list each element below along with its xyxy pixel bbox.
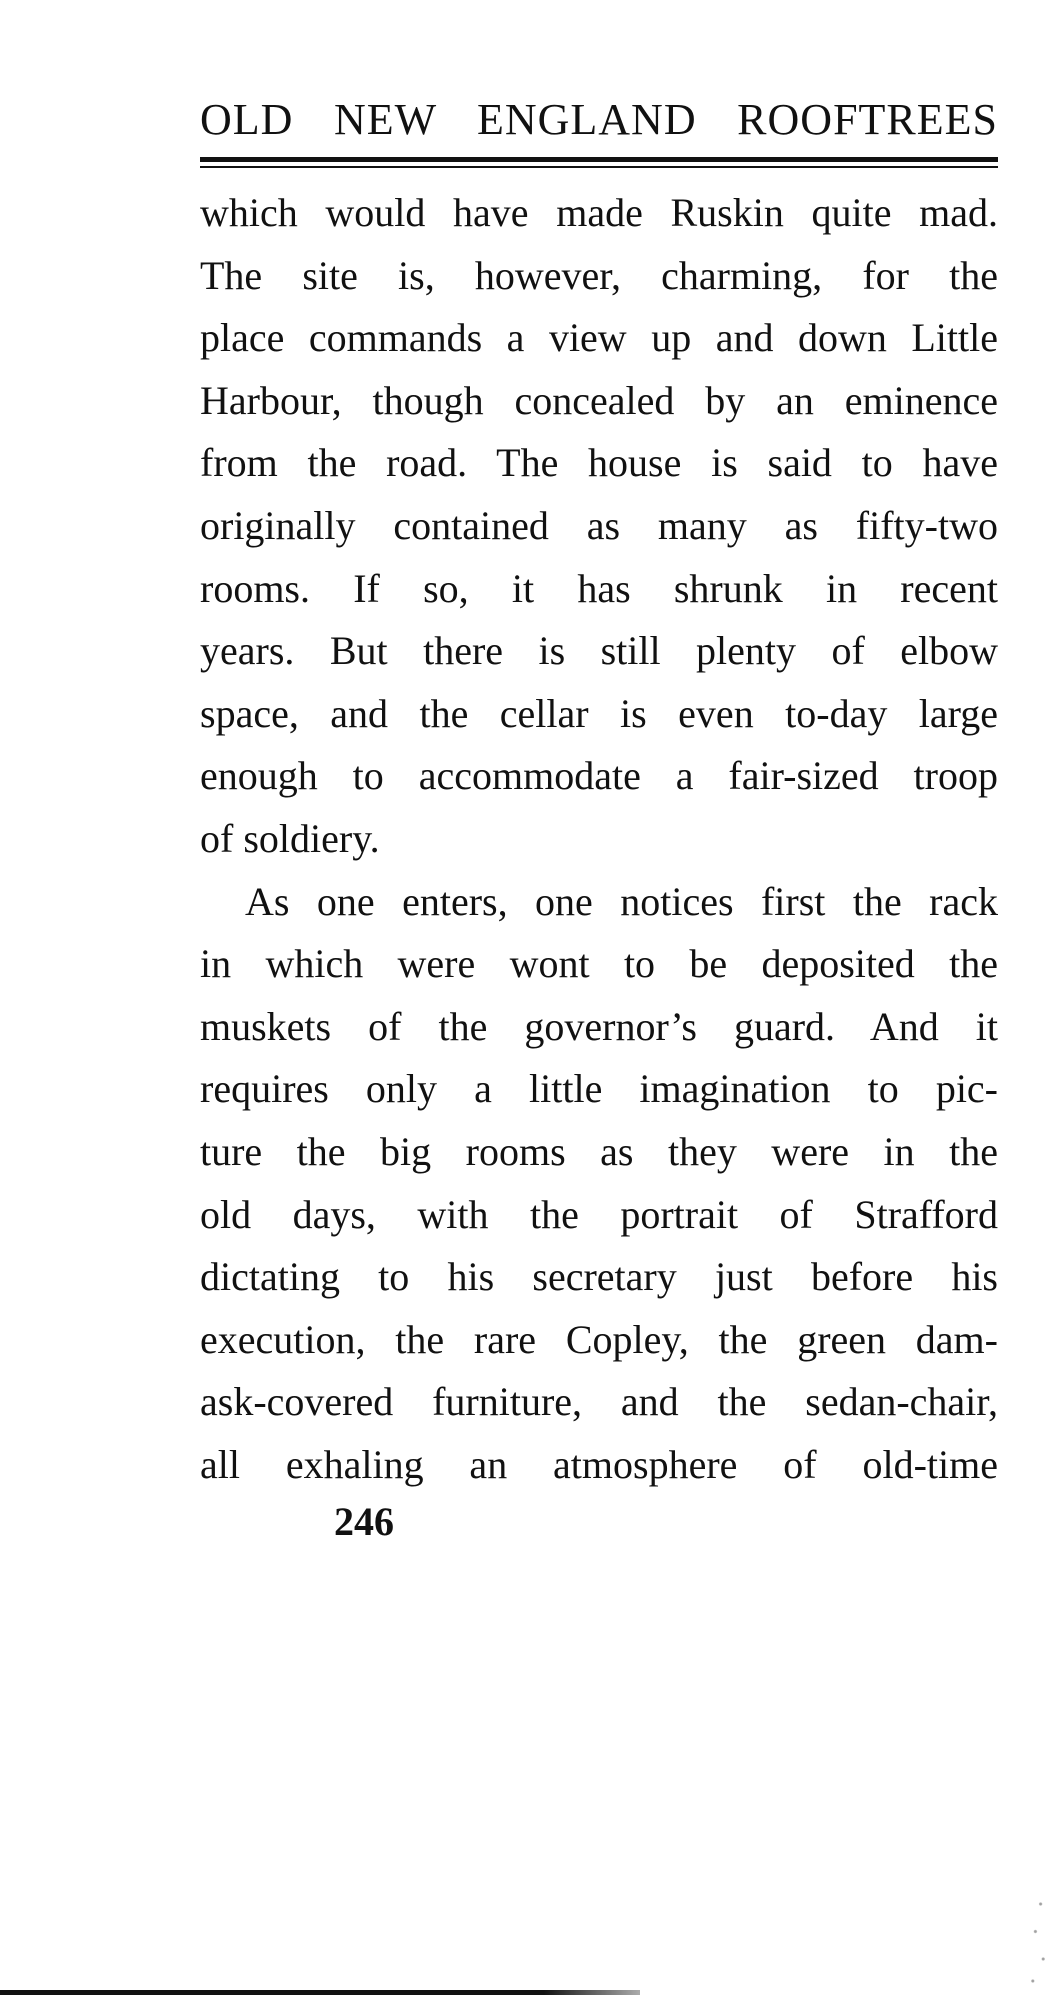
text-line: all exhaling an atmosphere of old-time	[200, 1441, 998, 1487]
text-line: muskets of the governor’s guard. And it	[200, 1003, 998, 1049]
body-text	[200, 182, 998, 1496]
scan-specks	[1025, 1882, 1051, 1992]
text-line: execution, the rare Copley, the green dam-	[200, 1316, 998, 1362]
text-line: space, and the cellar is even to-day large	[200, 690, 998, 736]
text-line: which would have made Ruskin quite mad.	[200, 190, 998, 235]
text-line: years. But there is still plenty of elbow	[200, 628, 998, 674]
text-line: ask-covered furniture, and the sedan-chair,	[200, 1379, 998, 1425]
running-head: OLD NEW ENGLAND ROOFTREES	[200, 95, 998, 144]
text-line: place commands a view up and down Little	[200, 315, 998, 361]
text-line: The site is, however, charming, for the	[200, 252, 998, 298]
scan-edge-rule	[0, 1990, 640, 1995]
text-line: ture the big rooms as they were in the	[200, 1128, 998, 1174]
text-line: rooms. If so, it has shrunk in recent	[200, 565, 998, 611]
text-line: enough to accommodate a fair-sized troop	[200, 753, 998, 799]
text-line: in which were wont to be deposited the	[200, 941, 998, 987]
header-rule-thick	[200, 157, 998, 162]
page-number: 246	[334, 1499, 394, 1544]
text-line: dictating to his secretary just before his	[200, 1254, 998, 1300]
text-line: requires only a little imagination to pic-	[200, 1066, 998, 1112]
text-line: from the road. The house is said to have	[200, 440, 998, 486]
text-line: Harbour, though concealed by an eminence	[200, 377, 998, 423]
text-line: of soldiery.	[200, 815, 380, 861]
text-line: old days, with the portrait of Strafford	[200, 1191, 998, 1237]
header-rule-thin	[200, 166, 998, 168]
text-line: As one enters, one notices first the rack	[245, 878, 998, 924]
text-line: originally contained as many as fifty-two	[200, 502, 998, 548]
